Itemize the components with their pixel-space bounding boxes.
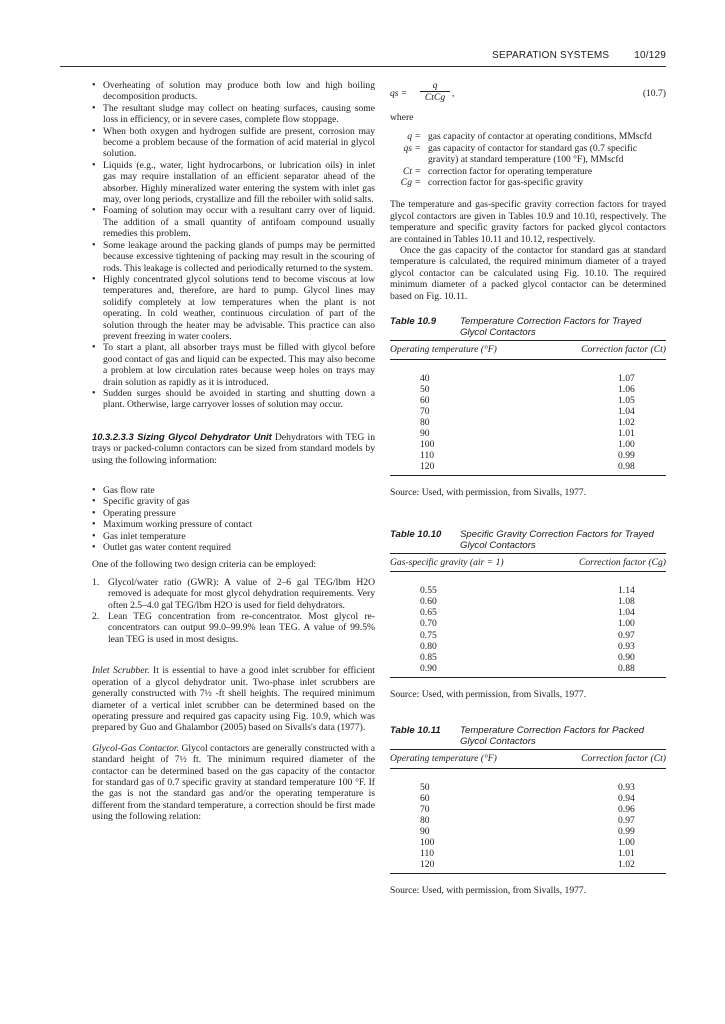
variable-definitions (398, 131, 666, 188)
list-item: • Foaming of solution may occur with a resultant carry over of liquid. The addition of a small quantity of antifoam compound usually remedies this problem. (92, 205, 375, 239)
table-row: 90 0.99 (420, 826, 635, 838)
table-source: Source: Used, with permission, from Sivalls, 1977. (390, 487, 587, 499)
diameter-paragraph: Once the gas capacity of the contactor for standard gas at standard temperature is calculated, the required minimum diameter of a trayed glycol contactor can be calculated using Fig. 10.10. The required minimum diameter of a packed glycol contactor can be determined based on Fig. 10.11. (390, 245, 666, 302)
sizing-info-list (92, 485, 375, 553)
data-table (390, 553, 666, 678)
criteria-intro: One of the following two design criteria can be employed: (92, 559, 317, 571)
table-10-9 (390, 316, 666, 499)
table-row: 0.75 0.97 (420, 629, 635, 641)
table-row: 100 1.00 (420, 439, 635, 451)
table-row: 50 1.06 (420, 383, 635, 395)
table-10-11 (390, 725, 666, 897)
equation-fraction (420, 80, 450, 104)
table-number: Table 10.9 (390, 316, 437, 328)
table-row: 110 0.99 (420, 450, 635, 462)
table-header-row: Operating temperature (°F) Correction factor (Ct) (390, 341, 666, 359)
where-label: where (390, 112, 414, 123)
sizing-paragraph (92, 431, 375, 466)
list-item: 1. Glycol/water ratio (GWR): A value of 2–6 gal TEG/lbm H2O removed is adequate for most glycol dehydration requirements. Very often 2.5–4.0 gal TEG/lbm H2O is used for field dehydrators. (92, 576, 375, 611)
list-item: • Some leakage around the packing glands of pumps may be permitted because excessive tightening of packing may result in the scouring of rods. This leakage is collected and periodically returned to the system. (92, 240, 375, 274)
list-item: • Gas inlet temperature (92, 531, 375, 542)
table-row: 50 0.93 (420, 781, 635, 793)
list-item: • Operating pressure (92, 508, 375, 519)
list-item: • To start a plant, all absorber trays must be filled with glycol before good contact of gas and liquid can be expected. This may also become a problem at low circulation rates because weep holes on trays may drain solution as rapidly as it is introduced. (92, 342, 375, 388)
table-header-row: Gas-specific gravity (air = 1) Correction factor (Cg) (390, 553, 666, 571)
table-caption (390, 529, 666, 551)
table-row: 110 1.01 (420, 848, 635, 860)
table-source: Source: Used, with permission, from Sivalls, 1977. (390, 688, 587, 700)
data-table (390, 340, 666, 476)
sizing-text: Dehydrators with TEG in trays or packed-column contactors can be sized from standard models by using the following information: (92, 431, 375, 466)
list-item: • When both oxygen and hydrogen sulfide are present, corrosion may become a problem because of the formation of acid material in glycol solution. (92, 126, 375, 160)
table-row: 0.80 0.93 (420, 640, 635, 652)
data-table (390, 749, 666, 874)
equation-denominator: CtCg (424, 92, 446, 103)
table-10-10 (390, 529, 666, 701)
table-row: 0.65 1.04 (420, 607, 635, 619)
table-row: 0.70 1.00 (420, 618, 635, 630)
section-heading: 10.3.2.3.3 Sizing Glycol Dehydrator Unit (92, 430, 272, 442)
contactor-label: Glycol-Gas Contactor. (92, 742, 179, 754)
definition-row: q = gas capacity of contactor at operating conditions, MMscfd (407, 131, 652, 143)
correction-factors-paragraph: The temperature and gas-specific gravity correction factors for trayed glycol contactors are given in Tables 10.9 and 10.10, respectively. The temperature and specific gravity factors for packed glycol contactors are contained in Tables 10.11 and 10.12, respectively. (390, 199, 666, 245)
page-number: 10/129 (634, 50, 666, 61)
list-item: • Outlet gas water content required (92, 542, 375, 553)
table-caption (390, 316, 666, 338)
list-item: • Overheating of solution may produce both low and high boiling decomposition products. (92, 80, 375, 103)
design-criteria-list (92, 577, 375, 645)
table-number: Table 10.10 (390, 528, 442, 540)
table-row: 100 1.00 (420, 837, 635, 849)
definition-row: Ct = correction factor for operating temperature (402, 165, 593, 177)
left-column (92, 80, 375, 823)
inlet-scrubber-label: Inlet Scrubber. (92, 665, 150, 677)
table-row: 0.60 1.08 (420, 596, 635, 608)
inlet-scrubber-text: It is essential to have a good inlet scrubber for efficient operation of a glycol dehydrator unit. Two-phase inlet scrubbers are generally constructed with 7½ -ft shell heights. The required minimum diameter of a vertical inlet scrubber can be determined based on the operating pressure and required gas capacity using Fig. 10.9, which was prepared by Guo and Ghalambor (2005) based on Sivalls's data (1977). (92, 665, 375, 734)
definition-row: qs = gas capacity of contactor for standard gas (0.7 specific gravity) at standard temperature (100 °F), MMscfd (403, 142, 638, 166)
list-item: • Maximum working pressure of contact (92, 519, 375, 530)
right-column (390, 80, 666, 897)
table-row: 70 0.96 (420, 803, 635, 815)
operating-problems-list (92, 80, 375, 411)
table-row: 80 0.97 (420, 815, 635, 826)
table-row: 40 1.07 (420, 372, 635, 384)
inlet-scrubber-paragraph (92, 665, 375, 733)
table-source: Source: Used, with permission, from Sivalls, 1977. (390, 885, 587, 897)
table-row: 90 1.01 (420, 427, 635, 439)
running-header (60, 50, 666, 61)
equation-number: (10.7) (642, 88, 666, 99)
table-caption (390, 725, 666, 747)
list-item: • Specific gravity of gas (92, 496, 375, 507)
header-rule (60, 66, 666, 67)
list-item: • Liquids (e.g., water, light hydrocarbons, or lubrication oils) in inlet gas may require installation of an efficient separator ahead of the absorber. Highly mineralized water entering the system with inlet gas may, over long periods, crystallize and fill the reboiler with solid salts. (92, 160, 375, 206)
equation-numerator: q (420, 80, 450, 92)
table-title: Specific Gravity Correction Factors for Trayed Glycol Contactors (460, 528, 654, 551)
table-row: 60 1.05 (420, 394, 635, 406)
list-item: 2. Lean TEG concentration from re-concentrator. Most glycol re-concentrators can output 99.0–99.9% lean TEG. A value of 99.5% lean TEG is used in most designs. (92, 611, 375, 645)
table-row: 0.85 0.90 (420, 651, 635, 663)
section-title: SEPARATION SYSTEMS (492, 50, 610, 61)
list-item: • The resultant sludge may collect on heating surfaces, causing some loss in efficiency, or in severe cases, complete flow stoppage. (92, 103, 375, 126)
list-item: • Gas flow rate (92, 485, 375, 496)
table-row: 0.55 1.14 (420, 585, 635, 597)
table-row: 120 1.02 (390, 859, 666, 874)
table-header-row: Operating temperature (°F) Correction factor (Ct) (390, 750, 666, 768)
contactor-paragraph (92, 743, 375, 823)
list-item: • Highly concentrated glycol solutions tend to become viscous at low temperatures and, therefore, are hard to pump. Glycol lines may solidify completely at low temperatures when the plant is not operating. In cold weather, continuous circulation of part of the solution through the heater may be advisable. This practice can also prevent freezing in water coolers. (92, 274, 375, 342)
table-number: Table 10.11 (390, 725, 441, 737)
list-item: • Sudden surges should be avoided in starting and shutting down a plant. Otherwise, large carryover losses of solution may occur. (92, 388, 375, 411)
table-row: 120 0.98 (390, 461, 666, 476)
table-row: 60 0.94 (420, 792, 635, 804)
table-row: 70 1.04 (420, 405, 635, 417)
table-title: Temperature Correction Factors for Packed Glycol Contactors (460, 725, 645, 748)
table-title: Temperature Correction Factors for Trayed Glycol Contactors (460, 316, 642, 339)
contactor-text: Glycol contactors are generally constructed with a standard height of 7½ ft. The minimum required diameter of the contactor can be determined based on the gas capacity of the contactor for standard gas of 0.7 specific gravity at standard temperature 100 °F. If the gas is not the standard gas and/or the operating temperature is different from the standard temperature, a correction should be first made using the following relation: (92, 742, 375, 823)
equation-10-7: qs = q CtCg , (10.7) (390, 80, 666, 103)
equation-lhs: qs = (390, 88, 408, 99)
table-row: 0.90 0.88 (390, 663, 666, 678)
definition-row: Cg = correction factor for gas-specific gravity (400, 177, 584, 189)
table-row: 80 1.02 (420, 416, 635, 428)
